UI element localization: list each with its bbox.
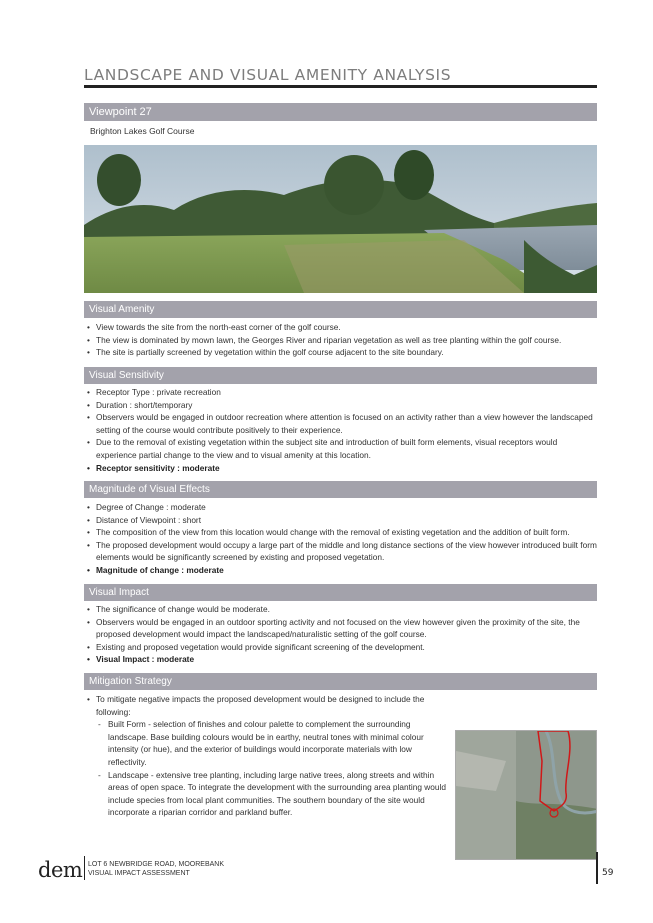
list-item: • Observers would be engaged in outdoor recreation where attention is focused on an activity rather than a view however the landscaped setting of the course would contribute positively to their experience. <box>84 411 597 436</box>
list-item: • Duration : short/temporary <box>84 399 597 412</box>
mitigation-landscape: - Landscape - extensive tree planting, including large native trees, along streets and within areas of open space. To integrate the development with the surrounding area planting would include species from local plant communities. The southern boundary of the site would incorporate a riparian corridor and parkland buffer. <box>84 769 449 819</box>
visual-impact-heading: Visual Impact <box>84 584 597 601</box>
list-item: • Receptor Type : private recreation <box>84 386 597 399</box>
list-item: • Degree of Change : moderate <box>84 501 597 514</box>
page-title: LANDSCAPE AND VISUAL AMENITY ANALYSIS <box>84 66 452 84</box>
logo-divider <box>84 856 85 880</box>
site-aerial-map <box>455 730 597 860</box>
sensitivity-summary: • Receptor sensitivity : moderate <box>84 462 597 475</box>
mitigation-lead: • To mitigate negative impacts the proposed development would be designed to include the following: <box>84 693 449 718</box>
impact-summary: • Visual Impact : moderate <box>84 653 597 666</box>
list-item: • The view is dominated by mown lawn, the Georges River and riparian vegetation as well as tree planting within the golf course. <box>84 334 597 347</box>
company-logo: dem <box>38 858 83 882</box>
list-item: • Distance of Viewpoint : short <box>84 514 597 527</box>
footer-address: LOT 6 NEWBRIDGE ROAD, MOOREBANK <box>88 861 225 868</box>
list-item: • The composition of the view from this location would change with the removal of existing vegetation and the addition of built form. <box>84 526 597 539</box>
list-item: • View towards the site from the north-east corner of the golf course. <box>84 321 597 334</box>
list-item: • Observers would be engaged in an outdoor sporting activity and not focused on the view however given the proximity of the site, the proposed development would impact the landscaped/naturalistic setting of the golf course. <box>84 616 597 641</box>
mitigation-built-form: - Built Form - selection of finishes and colour palette to complement the surrounding landscape. Base building colours would be in earthy, neutral tones with minimal colour intensity (or hue), and the exterior of buildings would incorporate materials with low reflectivity. <box>84 718 449 768</box>
list-item: • Existing and proposed vegetation would provide significant screening of the development. <box>84 641 597 654</box>
mitigation-list <box>84 693 449 819</box>
visual-sensitivity-heading: Visual Sensitivity <box>84 367 597 384</box>
list-item: • The proposed development would occupy a large part of the middle and long distance sections of the view however introduced built form elements would be significantly screened by existing and proposed vegetation. <box>84 539 597 564</box>
page-number: 59 <box>602 868 614 878</box>
title-rule <box>84 85 597 88</box>
list-item: • The significance of change would be moderate. <box>84 603 597 616</box>
magnitude-heading: Magnitude of Visual Effects <box>84 481 597 498</box>
visual-sensitivity-list <box>84 386 597 474</box>
viewpoint-bar: Viewpoint 27 <box>84 103 597 121</box>
magnitude-summary: • Magnitude of change : moderate <box>84 564 597 577</box>
list-item: • The site is partially screened by vegetation within the golf course adjacent to the site boundary. <box>84 346 597 359</box>
viewpoint-photo <box>84 145 597 293</box>
footer-text <box>88 860 224 878</box>
visual-amenity-list <box>84 321 597 359</box>
mitigation-heading: Mitigation Strategy <box>84 673 597 690</box>
visual-amenity-heading: Visual Amenity <box>84 301 597 318</box>
viewpoint-location: Brighton Lakes Golf Course <box>90 126 195 136</box>
page-number-rule <box>596 852 598 884</box>
visual-impact-list <box>84 603 597 666</box>
magnitude-list <box>84 501 597 577</box>
footer-document: VISUAL IMPACT ASSESSMENT <box>88 870 190 877</box>
list-item: • Due to the removal of existing vegetation within the subject site and introduction of built form elements, visual receptors would experience partial change to the view and to visual amenity at this location. <box>84 436 597 461</box>
